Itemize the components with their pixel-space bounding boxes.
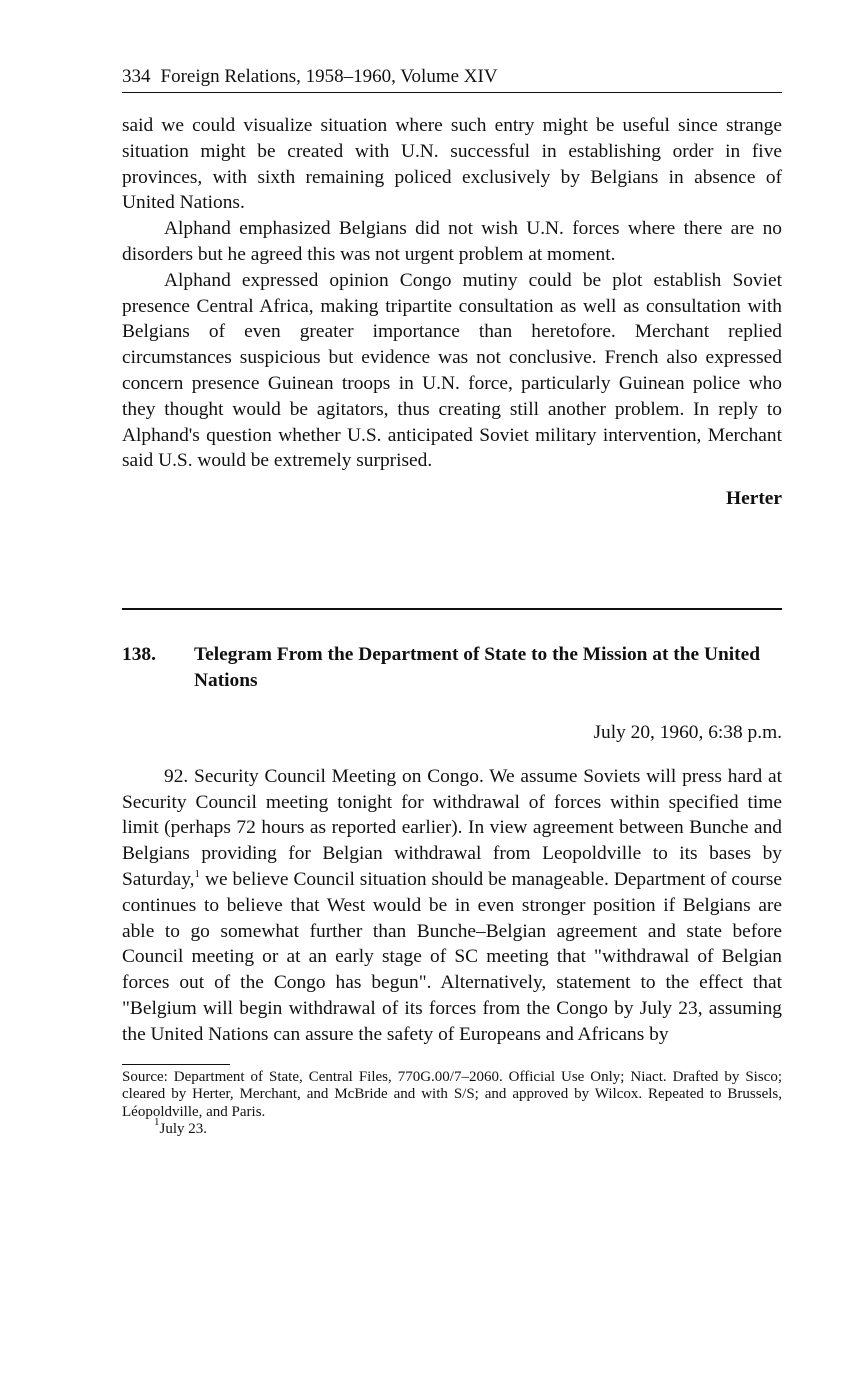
page-number: 334 (122, 66, 151, 87)
document-title: Telegram From the Department of State to the Mission at the United Nations (194, 644, 761, 691)
running-head (122, 64, 782, 93)
footnote-1-text: July 23. (159, 1121, 208, 1138)
footnote-reference: 1 (194, 867, 201, 880)
section-divider (122, 608, 782, 610)
document-text-part-1: 92. Security Council Meeting on Congo. We assume Soviets will press hard at Security Council meeting tonight for withdrawal of forces within specified time limit (perhaps 72 hours as reported earlier). In view agreement between Bunche and Belgians providing for Belgian withdrawal from Leopoldville to its bases by Saturday, (122, 765, 782, 890)
footnote-1-marker: 1 (154, 1116, 160, 1129)
volume-title: Foreign Relations, 1958–1960, Volume XIV (160, 66, 498, 87)
footnote-1 (122, 1116, 782, 1139)
signature: Herter (726, 488, 782, 510)
document-text-part-2: we believe Council situation should be manageable. Department of course continues to believe that West would be in even stronger position if Belgians are able to go somewhat further than Bunche–Belgian agreement and state before Council meeting or at an early stage of SC meeting that "withdrawal of Belgian forces out of the Congo has begun". Alternatively, statement to the effect that "Belgium will begin withdrawal of its forces from the Congo by July 23, assuming the United Nations can assure the safety of Europeans and Africans by (122, 868, 782, 1045)
footnotes (122, 1069, 782, 1139)
page (122, 64, 782, 1139)
footnote-rule (122, 1064, 230, 1065)
source-note: Source: Department of State, Central Files, 770G.00/7–2060. Official Use Only; Niact. Drafted by Sisco; cleared by Herter, Merchant, and McBride and with S/S; and approved by Wilcox. Repeated to Brussels, Léopoldville, and Paris. (122, 1068, 782, 1120)
continuation-paragraph-1: said we could visualize situation where such entry might be useful since strange situation might be created with U.N. successful in establishing order in five provinces, with sixth remaining policed exclusively by Belgians in absence of United Nations. (122, 115, 782, 214)
document-paragraph (122, 764, 782, 1048)
continuation-paragraph-2: Alphand emphasized Belgians did not wish U.N. forces where there are no disorders but he agreed this was not urgent problem at moment. (122, 218, 782, 265)
document-heading (122, 642, 782, 694)
continuation-paragraph-3: Alphand expressed opinion Congo mutiny could be plot establish Soviet presence Central Africa, making tripartite consultation as well as consultation with Belgians of even greater importance than heretofore. Merchant replied circumstances suspicious but evidence was not conclusive. French also expressed concern presence Guinean troops in U.N. force, particularly Guinean police who they thought would be agitators, thus creating still another problem. In reply to Alphand's question whether U.S. anticipated Soviet military intervention, Merchant said U.S. would be extremely surprised. (122, 269, 782, 472)
document-body (122, 764, 782, 1048)
document-number: 138. (122, 644, 156, 666)
dateline: July 20, 1960, 6:38 p.m. (593, 721, 782, 743)
continuation-text (122, 113, 782, 474)
